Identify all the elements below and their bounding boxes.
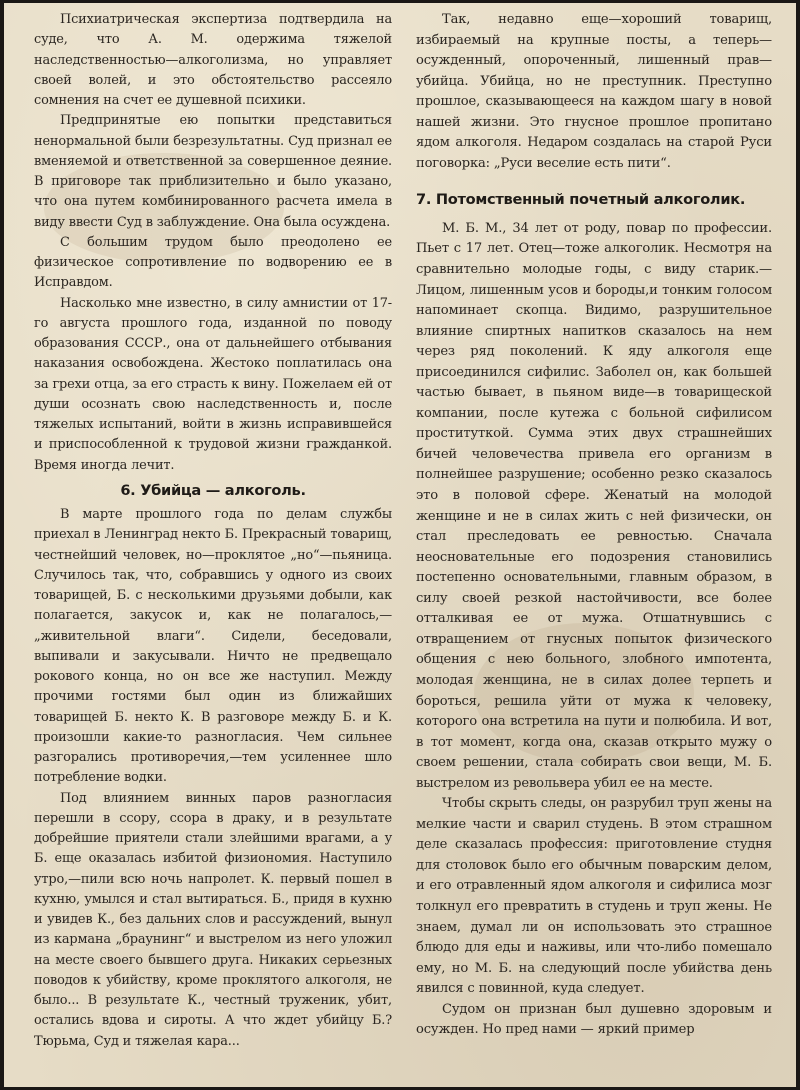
book-page [4,3,796,1087]
paragraph-traces: Чтобы скрыть следы, он разрубил труп жены на мелкие части и сварил студень. В этом страшном деле сказалась профессия: приготовление студня для столовок было его обычным поварским делом, и его отравленный ядом алкоголя и сифилиса мозг толкнул его превратить в студень и труп жены. Не знаем, думал ли он использовать это страшное блюдо для еды и наживы, или что-либо помешало ему, но М. Б. на следующий после убийства день явился с повинной, куда следует. [416,796,772,997]
right-column [416,10,772,1041]
paragraph-resistance: С большим трудом было преодолено ее физическое сопротивление по водворению ее в Исправдом. [34,234,392,291]
paragraph-cook: М. Б. М., 34 лет от роду, повар по профессии. Пьет с 17 лет. Отец—тоже алкоголик. Несмотря на сравнительно молодые годы, с виду старик.—Лицом, лишенным усов и бороды,и тонким голосом напоминает скопца. Видимо, разрушительное влияние спиртных напитков сказалось на нем через ряд поколений. К яду алкоголя еще присоединился сифилис. Заболел он, как большей частью бывает, в пьяном виде—в товарищеской компании, после кутежа с больной сифилисом проституткой. Сумма этих двух страшнейших бичей человечества привела его организм в полнейшее разрушение; особенно резко сказалось это в половой сфере. Женатый на молодой женщине и не в силах жить с ней физически, он стал преследовать ее ревностью. Сначала неосновательные его подозрения становились постепенно основательными, главным образом, в силу своей резкой настойчивости, все более отталкивая ее от мужа. Отшатнувшись с отвращением от гнусных попыток физического общения с нею больного, злобного импотента, молодая женщина, не в силах долее терпеть и бороться, решила уйти от мужа к человеку, которого она встретила на пути и полюбила. И вот, в тот момент, когда она, сказав открыто мужу о своем решении, стала собирать свои вещи, М. Б. выстрелом из револьвера убил ее на месте. [416,220,772,791]
paragraph-comrade: Так, недавно еще—хороший товарищ, избираемый на крупные посты, а теперь—осужденный, опороченный, лишенный прав—убийца. Убийца, но не преступник. Преступно прошлое, сказывающееся на каждом шагу в новой нашей жизни. Это гнусное прошлое пропитано ядом алкоголя. Недаром создалась на старой Руси поговорка: „Руси веселие есть пити“. [416,12,772,171]
left-column [34,10,392,1052]
paragraph-quarrel: Под влиянием винных паров разногласия перешли в ссору, ссора в драку, и в результате добрейшие приятели стали злейшими врагами, а у Б. еще оказалась избитой физиономия. Наступило утро,—пили всю ночь напролет. К. первый пошел в кухню, умылся и стал вытираться. Б., придя в кухню и увидев К., без дальних слов и рассуждений, вынул из кармана „браунинг“ и выстрелом из него уложил на месте своего бывшего друга. Никаких серьезных поводов к убийству, кроме проклятого алкоголя, не было... В результате К., честный труженик, убит, остались вдова и сироты. А что ждет убийцу Б.? Тюрьма, Суд и тяжелая кара... [34,790,392,1049]
section-title-7: 7. Потомственный почетный алкоголик. [416,191,746,209]
paragraph-expertise: Психиатрическая экспертиза подтвердила на суде, что А. М. одержима тяжелой наследственностью—алкоголизма, но управляет своей волей, и это обстоятельство рассеяло сомнения на счет ее душевной психики. [34,12,392,108]
paragraph-march: В марте прошлого года по делам службы приехал в Ленинград некто Б. Прекрасный товарищ, честнейший человек, но—проклятое „но“—пьяница. Случилось так, что, собравшись у одного из своих товарищей, Б. с несколькими друзьями добыли, как полагается, закусок и, как не полагалось,—„живительной влаги“. Сидели, беседовали, выпивали и закусывали. Ничто не предвещало рокового конца, но он все же наступил. Между прочими гостями был один из ближайших товарищей Б. некто К. В разговоре между Б. и К. произошли какие-то разногласия. Чем сильнее разгорались противоречия,—тем усиленнее шло потребление водки. [34,507,392,786]
section-title-6: 6. Убийца — алкоголь. [120,481,306,499]
paragraph-amnesty: Насколько мне известно, в силу амнистии от 17-го августа прошлого года, изданной по поводу образования СССР., она от дальнейшего отбывания наказания освобождена. Жестоко поплатилась она за грехи отца, за его страсть к вину. Пожелаем ей от души осознать свою наследственность и, после тяжелых испытаний, войти в жизнь исправившейся и приспособленной к трудовой жизни гражданкой. Время иногда лечит. [34,295,392,473]
paragraph-attempts: Предпринятые ею попытки представиться ненормальной были безрезультатны. Суд признал ее вменяемой и ответственной за совершенное деяние. В приговоре так приблизительно и было указано, что она путем комбинированного расчета имела в виду ввести Суд в заблуждение. Она была осуждена. [34,113,392,230]
paragraph-verdict: Судом он признан был душевно здоровым и осужден. Но пред нами — яркий пример [416,1001,772,1038]
